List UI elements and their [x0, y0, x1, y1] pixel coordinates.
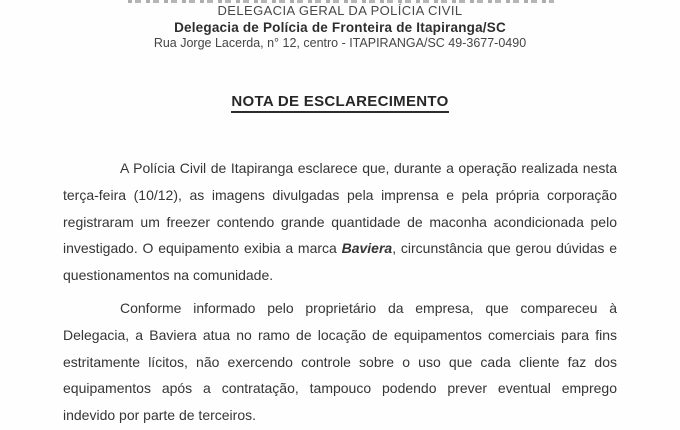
paragraph-2: Conforme informado pelo proprietário da empresa, que compareceu à Delegacia, a Baviera atua no ramo de locação de equipamentos comerciais para fins estritamente lícitos, não exercendo controle sobre o uso que cada cliente faz dos equipamentos após a contratação, tampouco podendo prever eventual emprego indevido por parte de terceiros.	[63, 299, 617, 424]
letterhead-line-unit: Delegacia de Polícia de Fronteira de Itapiranga/SC	[174, 20, 506, 35]
letterhead	[0, 3, 680, 50]
document-body	[63, 155, 617, 429]
letterhead-line-agency: DELEGACIA GERAL DA POLÍCIA CIVIL	[217, 3, 463, 18]
note-title: NOTA DE ESCLARECIMENTO	[231, 93, 448, 113]
paragraph-1-text-after-brand: , circunstância que gerou dúvidas e questionamentos na comunidade.	[63, 240, 617, 284]
paragraph-1	[63, 155, 617, 289]
title-row	[0, 93, 680, 113]
letterhead-line-address: Rua Jorge Lacerda, n° 12, centro - ITAPIRANGA/SC 49-3677-0490	[153, 36, 527, 50]
brand-name: Baviera	[341, 240, 393, 257]
paragraph-1-text-before-brand: A Polícia Civil de Itapiranga esclarece que, durante a operação realizada nesta terça-feira (10/12), as imagens divulgadas pela imprensa e pela própria corporação registraram um freezer contendo grande quantidade de maconha acondicionada pelo investigado. O equipamento exibia a marca	[63, 160, 617, 257]
